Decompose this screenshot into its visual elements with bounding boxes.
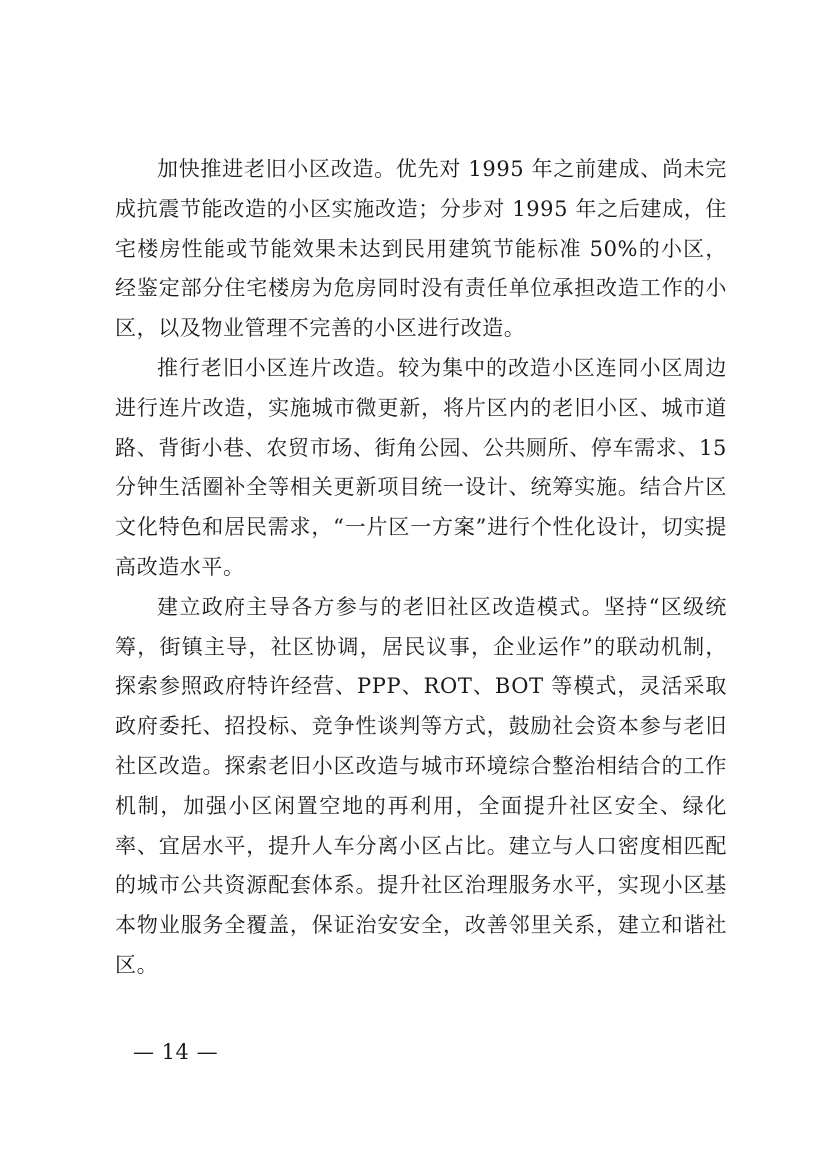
- paragraph-government-led-model: 建立政府主导各方参与的老旧社区改造模式。坚持“区级统筹，街镇主导，社区协调，居民议事，企业运作”的联动机制，探索参照政府特许经营、PPP、ROT、BOT 等模式，灵活采取政府委托、招投标、竞争性谈判等方式，鼓励社会资本参与老旧社区改造。探索老旧小区改造与城市环境综合整治相结合的工作机制，加强小区闲置空地的再利用，全面提升社区安全、绿化率、宜居水平，提升人车分离小区占比。建立与人口密度相匹配的城市公共资源配套体系。提升社区治理服务水平，实现小区基本物业服务全覆盖，保证治安安全，改善邻里关系，建立和谐社区。: [115, 594, 727, 977]
- paragraph-renovation-acceleration: 加快推进老旧小区改造。优先对 1995 年之前建成、尚未完成抗震节能改造的小区实施改造；分步对 1995 年之后建成，住宅楼房性能或节能效果未达到民用建筑节能标准 50%的小区，经鉴定部分住宅楼房为危房同时没有责任单位承担改造工作的小区，以及物业管理不完善的小区进行改造。: [115, 157, 727, 341]
- paragraph-contiguous-renovation: 推行老旧小区连片改造。较为集中的改造小区连同小区周边进行连片改造，实施城市微更新，将片区内的老旧小区、城市道路、背街小巷、农贸市场、街角公园、公共厕所、停车需求、15 分钟生活圈补全等相关更新项目统一设计、统筹实施。结合片区文化特色和居民需求，“一片区一方案”进行个性化设计，切实提高改造水平。: [115, 355, 727, 579]
- page-number: — 14 —: [133, 1040, 219, 1064]
- body-text: [115, 150, 727, 986]
